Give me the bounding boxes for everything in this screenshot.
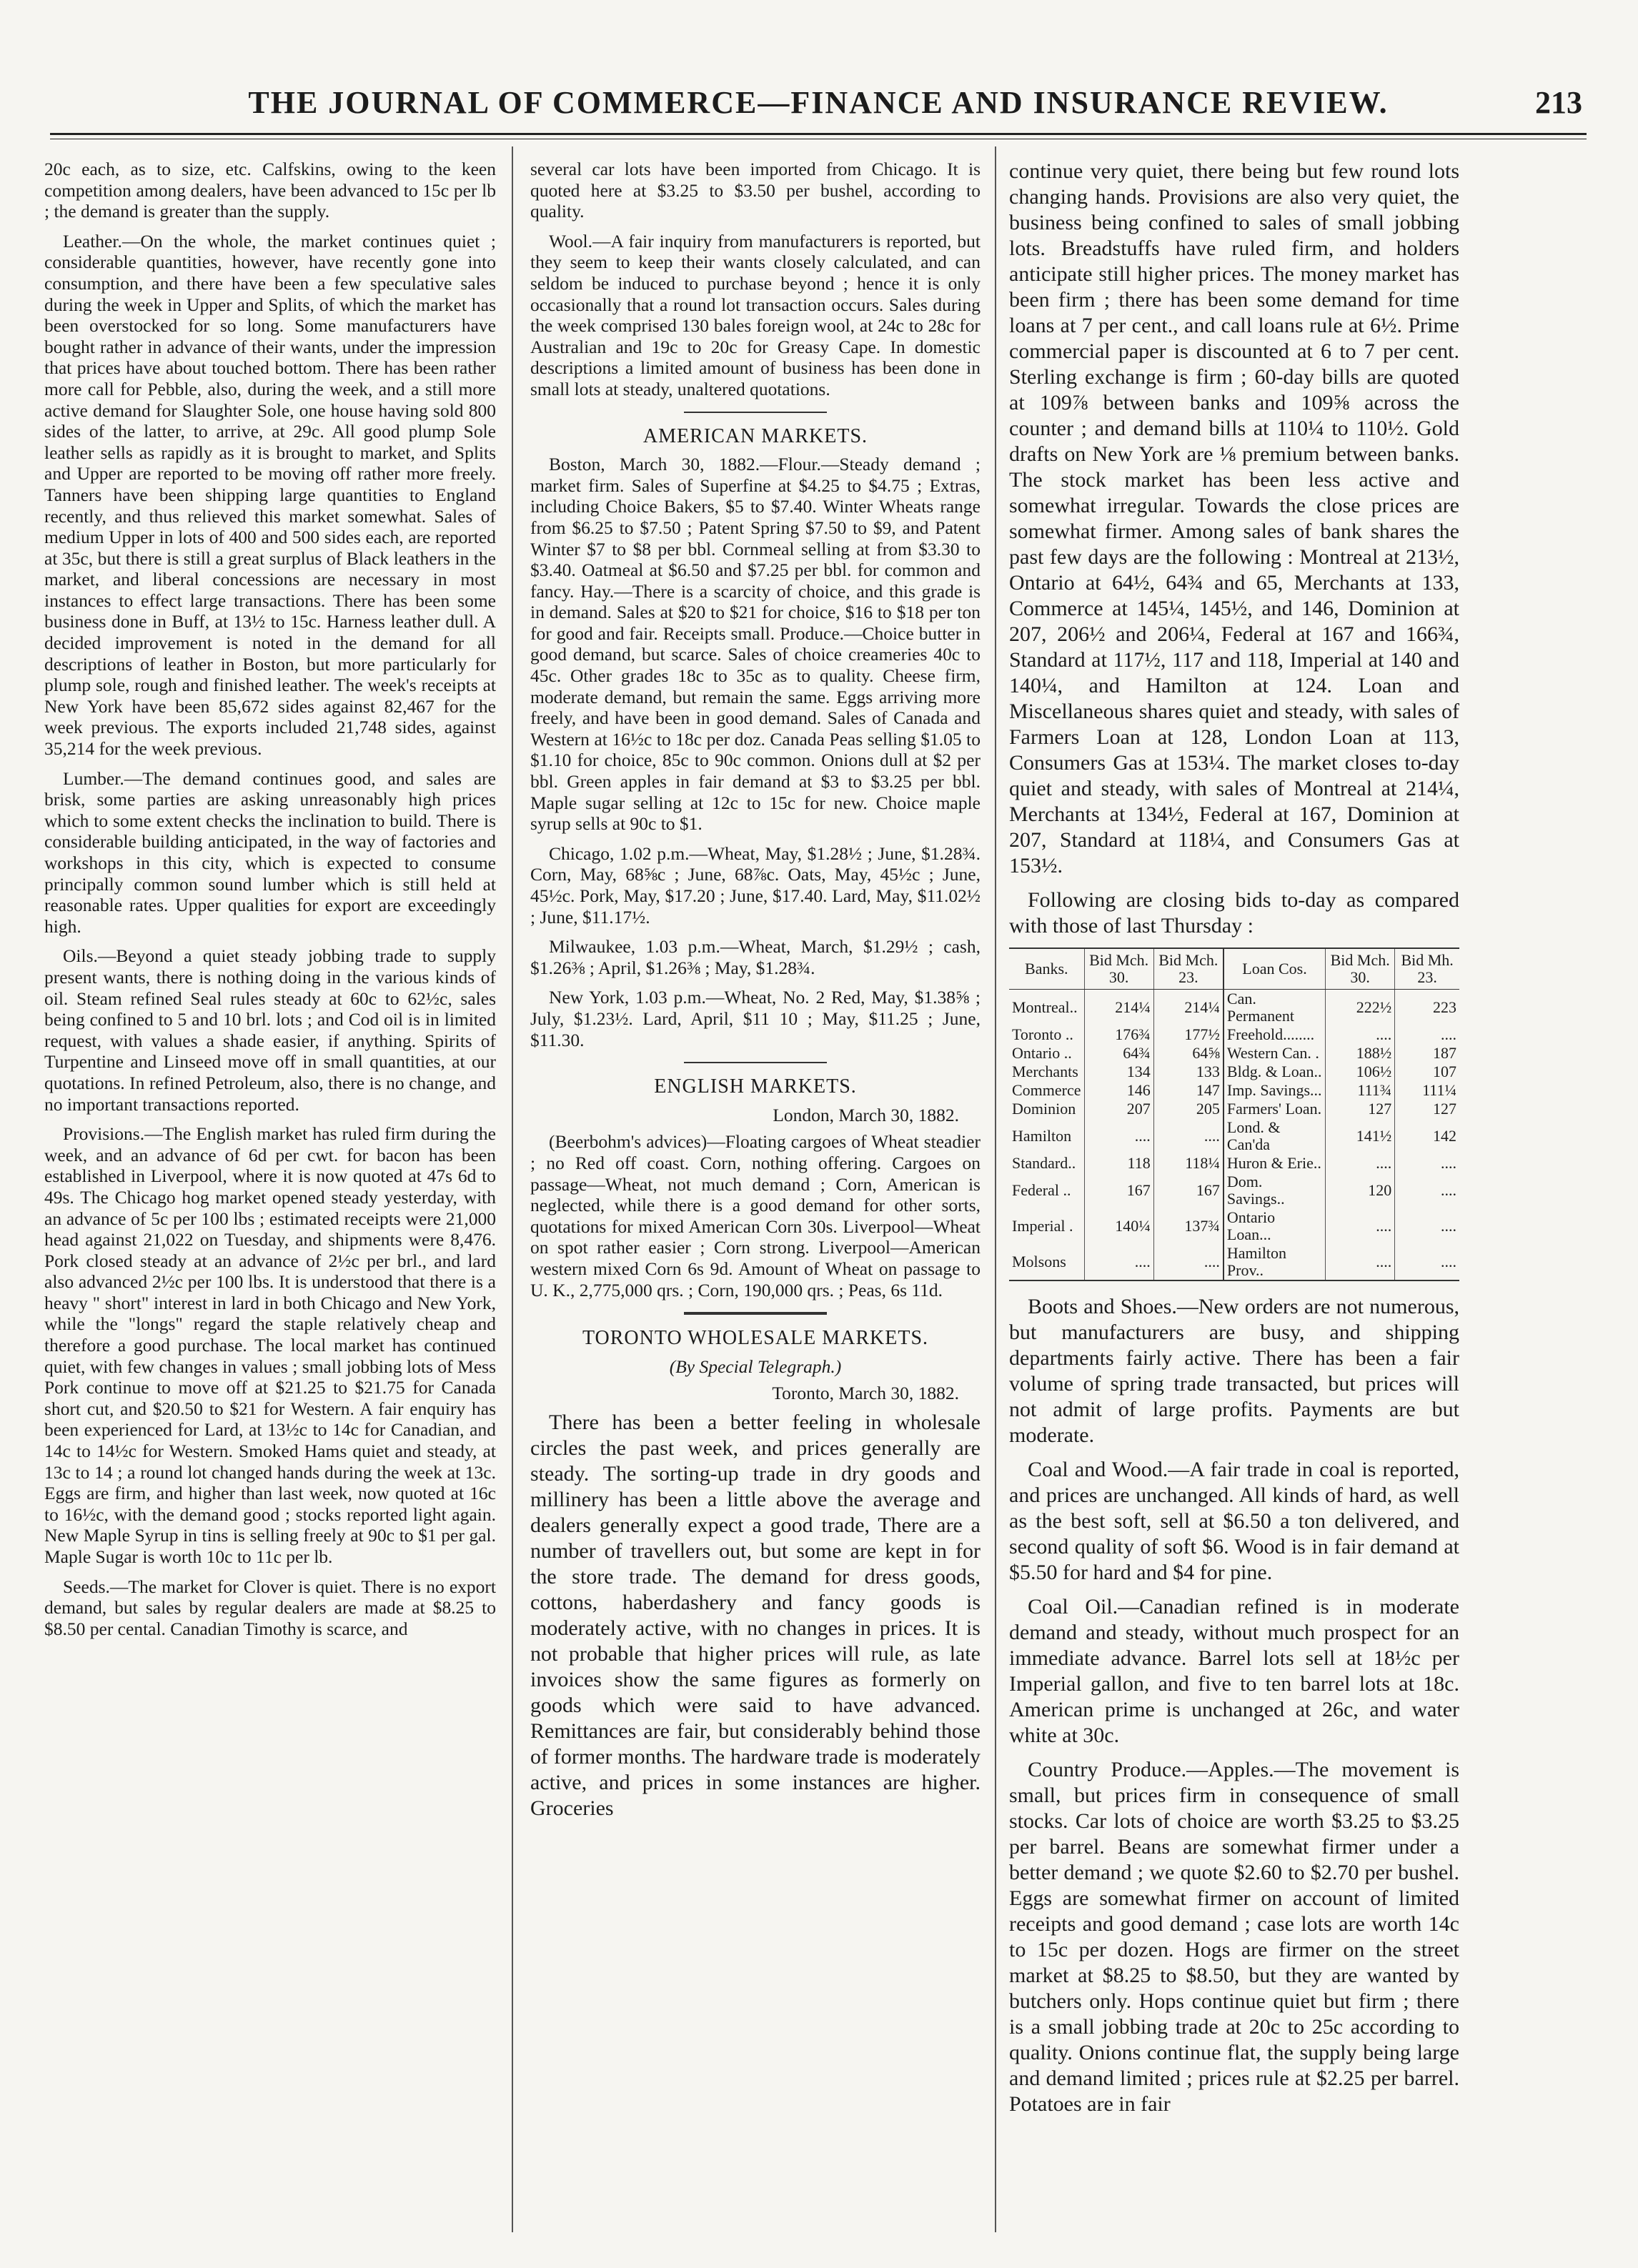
table-row — [1009, 1173, 1459, 1208]
section-rule — [684, 412, 827, 413]
table-cell: 120 — [1326, 1173, 1395, 1208]
table-cell: Ontario Loan... — [1223, 1208, 1326, 1244]
toronto-byline: (By Special Telegraph.) — [669, 1356, 842, 1377]
table-cell: 64¾ — [1084, 1044, 1153, 1063]
toronto-markets-heading: TORONTO WHOLESALE MARKETS. — [582, 1327, 929, 1350]
closing-bids-intro: Following are closing bids to-day as compared with those of last Thursday : — [1009, 888, 1459, 937]
table-body — [1009, 990, 1459, 1281]
section-rule — [684, 1062, 827, 1063]
table-cell: Merchants — [1012, 1063, 1078, 1080]
coal-oil-paragraph: Coal Oil.—Canadian refined is in moderate demand and steady, without much prospect for an immediate advance. Barrel lots sell at 18½c per Imperial gallon, and five to ten barrel lots at 18c. American prime is unchanged at 26c, and water white at 30c. — [1009, 1595, 1459, 1747]
page-number: 213 — [1535, 85, 1582, 120]
seeds-paragraph: Seeds.—The market for Clover is quiet. There is no export demand, but sales by regular dealers are made at $8.25 to $8.50 per cental. Canadian Timothy is scarce, and — [44, 1576, 496, 1639]
header-rule-top — [50, 133, 1587, 135]
table-cell: 177½ — [1153, 1025, 1223, 1044]
table-cell: Molsons — [1012, 1253, 1066, 1270]
toronto-paragraph: There has been a better feeling in wholesale circles the past week, and prices generally are steady. The sorting-up trade in dry goods and millinery has been a little above the average and dealers generally expect a good trade, There are a number of travellers out, but some are kept in for the store trade. The demand for dress goods, cottons, haberdashery and fancy goods is moderately active, with no changes in prices. It is not probable that higher prices will rule, as late invoices show the same figures as formerly on goods which were said to have advanced. Remittances are fair, but considerably behind those of former months. The hardware trade is moderately active, and prices in some instances are higher. Groceries — [530, 1410, 981, 1820]
table-cell: 127 — [1326, 1100, 1395, 1118]
table-cell: 106½ — [1326, 1063, 1395, 1081]
lumber-paragraph: Lumber.—The demand continues good, and sales are brisk, some parties are asking unreasonably high prices which to some extent checks the inclination to build. There is considerable building anticipated, in the way of factories and workshops in this city, which is expected to consume principally common sound lumber which is still held at reasonable rates. Upper qualities for export are exceedingly high. — [44, 767, 496, 937]
table-row — [1009, 1063, 1459, 1081]
provisions-paragraph: Provisions.—The English market has ruled firm during the week, and an advance of 6d per cwt. for bacon has been established in Liverpool, where it is now quoted at 47s 6d to 49s. The Chicago hog market opened steady yesterday, with an advance of 5c per 100 lbs ; estimated receipts were 21,000 head against 21,022 on Tuesday, and shipments were 8,476. Pork closed steady at an advance of 2½c per brl., and lard also advanced 2½c per 100 lbs. It is understood that there is a heavy " short" interest in lard in both Chicago and New York, while the "longs" regard the staple relatively cheap and therefore a good purchase. The local market has continued quiet, with few changes in values ; small jobbing lots of Mess Pork continue to move off at $21.25 to $21.75 for Canada short cut, and $20.50 to $21 for Western. A fair enquiry has been experienced for Lard, at 13½c to 14c for Canadian, and 14c to 14½c for Western. Smoked Hams quiet and steady, at 13c to 14 ; a round lot changed hands during the week at 13c. Eggs are firm, and higher than last week, now quoted at 16c to 16½c, with the demand good ; stocks reported light again. New Maple Syrup in tins is selling freely at 90c to $1 per gal. Maple Sugar is worth 10c to 11c per lb. — [44, 1123, 496, 1567]
american-markets-heading: AMERICAN MARKETS. — [642, 424, 868, 447]
table-row — [1009, 1208, 1459, 1244]
oils-paragraph: Oils.—Beyond a quiet steady jobbing trade to supply present wants, there is nothing doing in the various kinds of oil. Steam refined Seal rules steady at 60c to 62½c, sales being confined to 5 and 10 brl. lots ; and Cod oil is in limited request, with values a shade easier, if anything. Spirits of Turpentine and Linseed move off in small quantities, at our quotations. In refined Petroleum, also, there is no change, and no important transactions reported. — [44, 945, 496, 1115]
table-cell: 214¼ — [1084, 990, 1153, 1026]
table-header: Bid Mh. 23. — [1395, 948, 1459, 990]
table-row — [1009, 1081, 1459, 1100]
table-cell: Dom. Savings.. — [1223, 1173, 1326, 1208]
table-cell: 111¼ — [1395, 1081, 1459, 1100]
table-cell: Can. Permanent — [1223, 990, 1326, 1026]
table-header: Bid Mch. 23. — [1153, 948, 1223, 990]
leather-paragraph: Leather.—On the whole, the market continues quiet ; considerable quantities, however, have recently gone into consumption, and there have been a few speculative sales during the week in Upper and Splits, of which the market has been overstocked for so long. Some manufacturers have bought rather in advance of their wants, under the impression that prices have about touched bottom. There has been rather more call for Pebble, also, during the week, and a still more active demand for Slaughter Sole, one house having sold 800 sides of the latter, to arrive, at 29c. All good plump Sole leather sells as rapidly as it is brought to market, and Splits and Upper are reported to be moving off rather more freely. Tanners have been shipping large quantities to England recently, and thus relieved this market somewhat. Sales of medium Upper in lots of 400 and 500 sides each, are reported at 35c, but there is still a great surplus of Black leathers in the market, and liberal concessions are necessary in most instances to effect large transactions. There has been some business done in Buff, at 13½ to 15c. Harness leather dull. A decided improvement is noted in the demand for all descriptions of leather in Boston, but more particularly for plump sole, rough and finished leather. The week's receipts at New York have been 85,672 sides against 82,467 for the week previous. The exports included 21,748 sides, against 35,214 for the week previous. — [44, 230, 496, 760]
column-divider-1 — [512, 146, 513, 2232]
country-produce-paragraph: Country Produce.—Apples.—The movement is small, but prices firm in consequence of small stocks. Car lots of choice are worth $3.25 to $3.25 per barrel. Beans are somewhat firmer under a better demand ; we quote $2.60 to $2.70 per bushel. Eggs are somewhat firmer on account of limited receipts and good demand ; case lots are worth 14c to 15c per dozen. Hogs are firmer on the street market at $8.25 to $8.50, but they are wanted by butchers only. Hops continue quiet but firm ; there is a small jobbing trade at 20c to 25c according to quality. Onions continue flat, the supply being large and demand limited ; prices rule at $2.25 per barrel. Potatoes are in fair — [1009, 1758, 1459, 2116]
column-1 — [44, 159, 496, 1648]
table-cell: Toronto .. — [1012, 1025, 1073, 1043]
table-cell: 142 — [1395, 1118, 1459, 1154]
table-cell: 205 — [1153, 1100, 1223, 1118]
table-cell: .... — [1153, 1118, 1223, 1154]
toronto-continued-paragraph: continue very quiet, there being but few round lots changing hands. Provisions are also very quiet, the business being confined to sales of small jobbing lots. Breadstuffs have ruled firm, and holders anticipate still higher prices. The money market has been firm ; there has been some demand for time loans at 7 per cent., and call loans rule at 6½. Prime commercial paper is discounted at 6 to 7 per cent. Sterling exchange is firm ; 60-day bills are quoted at 109⅞ between banks and 109⅝ across the counter ; and demand bills at 110¼ to 110½. Gold drafts on New York are ⅛ premium between banks. The stock market has been less active and somewhat irregular. Towards the close prices are somewhat firmer. Among sales of bank shares the past few days are the following : Montreal at 213½, Ontario at 64½, 64¾ and 65, Merchants at 133, Commerce at 145¼, 145½, and 146, Dominion at 207, 206½ and 206¼, Federal at 167 and 166¾, Standard at 117½, 117 and 118, Imperial at 140 and 140¼, and Hamilton at 124. Loan and Miscellaneous shares quiet and steady, with sales of Farmers Loan at 128, London Loan at 113, Consumers Gas at 153¼. The market closes to-day quiet and steady, with sales of Montreal at 214¼, Merchants at 134½, Federal at 167, Dominion at 207, Standard at 118¼, and Consumers Gas at 153½. — [1009, 159, 1459, 877]
english-markets-paragraph: (Beerbohm's advices)—Floating cargoes of Wheat steadier ; no Red off coast. Corn, nothing offering. Cargoes on passage—Wheat, not much demand ; Corn, American is neglected, while there is a good demand for other sorts, quotations for mixed American Corn 30s. Liverpool—Wheat on spot rather easier ; Corn strong. Liverpool—American western mixed Corn 6s 9d. Amount of Wheat on passage to U. K., 2,775,000 qrs. ; Corn, 190,000 qrs. ; Peas, 6s 11d. — [530, 1131, 981, 1300]
table-cell: Federal .. — [1012, 1181, 1071, 1199]
table-header-row — [1009, 948, 1459, 990]
table-cell: .... — [1395, 1244, 1459, 1280]
table-cell: 167 — [1153, 1173, 1223, 1208]
table-cell: .... — [1395, 1025, 1459, 1044]
table-cell: 188½ — [1326, 1044, 1395, 1063]
table-row — [1009, 1025, 1459, 1044]
table-cell: Ontario .. — [1012, 1044, 1072, 1062]
table-row — [1009, 990, 1459, 1026]
table-cell: 111¾ — [1326, 1081, 1395, 1100]
table-cell: Farmers' Loan. — [1223, 1100, 1326, 1118]
table-cell: 118¼ — [1153, 1154, 1223, 1173]
page-header — [50, 84, 1587, 127]
table-cell: 127 — [1395, 1100, 1459, 1118]
table-header: Bid Mch. 30. — [1084, 948, 1153, 990]
table-cell: 146 — [1084, 1081, 1153, 1100]
table-cell: Dominion — [1012, 1100, 1076, 1118]
table-cell: 107 — [1395, 1063, 1459, 1081]
table-cell: 214¼ — [1153, 990, 1223, 1026]
closing-bids-table — [1009, 948, 1459, 1281]
column-divider-2 — [995, 146, 996, 2232]
seeds-continued-paragraph: several car lots have been imported from Chicago. It is quoted here at $3.25 to $3.50 per bushel, according to quality. — [530, 159, 981, 222]
chicago-paragraph: Chicago, 1.02 p.m.—Wheat, May, $1.28½ ; June, $1.28¾. Corn, May, 68⅝c ; June, 68⅞c. Oats, May, 45½c ; June, 45½c. Pork, May, $17.20 ; June, $17.40. Lard, May, $11.02½ ; June, $11.17½. — [530, 842, 981, 927]
table-cell: 176¾ — [1084, 1025, 1153, 1044]
new-york-paragraph: New York, 1.03 p.m.—Wheat, No. 2 Red, May, $1.38⅝ ; July, $1.23½. Lard, April, $11 10 ; May, $11.25 ; June, $11.30. — [530, 987, 981, 1050]
table-cell: 133 — [1153, 1063, 1223, 1081]
table-cell: .... — [1326, 1025, 1395, 1044]
toronto-dateline: Toronto, March 30, 1882. — [772, 1383, 959, 1404]
journal-title: THE JOURNAL OF COMMERCE—FINANCE AND INSURANCE REVIEW. — [248, 85, 1389, 120]
table-header: Banks. — [1009, 948, 1084, 990]
table-cell: 140¼ — [1084, 1208, 1153, 1244]
column-3 — [1009, 159, 1459, 2126]
table-cell: .... — [1395, 1208, 1459, 1244]
section-rule — [684, 1312, 827, 1315]
english-markets-heading: ENGLISH MARKETS. — [654, 1075, 857, 1098]
table-row — [1009, 1154, 1459, 1173]
table-cell: 207 — [1084, 1100, 1153, 1118]
table-cell: Hamilton — [1012, 1127, 1072, 1145]
table-cell: 64⅝ — [1153, 1044, 1223, 1063]
table-cell: Huron & Erie.. — [1223, 1154, 1326, 1173]
table-cell: .... — [1153, 1244, 1223, 1280]
boston-paragraph: Boston, March 30, 1882.—Flour.—Steady demand ; market firm. Sales of Superfine at $4.25 to $4.75 ; Extras, including Choice Bakers, $5 to $7.40. Winter Wheats range from $6.25 to $7.50 ; Patent Spring $7.50 to $9, and Patent Winter $7 to $8 per bbl. Cornmeal selling at from $3.30 to $3.40. Oatmeal at $6.50 and $7.25 per bbl. for common and fancy. Hay.—There is a scarcity of choice, and this grade is in demand. Sales at $20 to $21 for choice, $16 to $18 per ton for good and fair. Receipts small. Produce.—Choice butter in good demand, but scarce. Sales of choice creameries 40c to 45c. Other grades 18c to 35c as to quality. Cheese firm, moderate demand, but remain the same. Eggs arriving more freely, and have been in good demand. Sales of Canada and Western at 16½c to 18c per doz. Canada Peas selling $1.05 to $1.10 for choice, 85c to 90c common. Onions dull at $2 per bbl. Green apples in fair demand at $3 to $3.25 per bbl. Maple sugar selling at 12c to 15c for new. Choice maple syrup sells at 90c to $1. — [530, 454, 981, 835]
milwaukee-paragraph: Milwaukee, 1.03 p.m.—Wheat, March, $1.29½ ; cash, $1.26⅜ ; April, $1.26⅜ ; May, $1.28¾. — [530, 936, 981, 978]
table-cell: Standard.. — [1012, 1154, 1076, 1172]
table-header: Loan Cos. — [1223, 948, 1326, 990]
table-cell: Freehold........ — [1223, 1025, 1326, 1044]
table-cell: Imperial . — [1012, 1217, 1073, 1235]
table-cell: 222½ — [1326, 990, 1395, 1026]
table-cell: Hamilton Prov.. — [1223, 1244, 1326, 1280]
table-cell: .... — [1395, 1173, 1459, 1208]
column-2 — [530, 159, 981, 1830]
table-row — [1009, 1044, 1459, 1063]
table-header: Bid Mch. 30. — [1326, 948, 1395, 990]
table-row — [1009, 1244, 1459, 1280]
table-cell: 187 — [1395, 1044, 1459, 1063]
table-cell: Commerce — [1012, 1081, 1081, 1099]
wool-paragraph: Wool.—A fair inquiry from manufacturers is reported, but they seem to keep their wants closely calculated, and can seldom be induced to purchase beyond ; hence it is only occasionally that a round lot transaction occurs. Sales during the week comprised 130 bales foreign wool, at 24c to 28c for Australian and 19c to 20c for Greasy Cape. In domestic descriptions a limited amount of business has been done in small lots at steady, unaltered quotations. — [530, 230, 981, 399]
table-cell: Imp. Savings... — [1223, 1081, 1326, 1100]
table-cell: Montreal.. — [1012, 998, 1078, 1016]
table-cell: .... — [1326, 1208, 1395, 1244]
table-cell: .... — [1326, 1244, 1395, 1280]
table-cell: 223 — [1395, 990, 1459, 1026]
table-cell: 141½ — [1326, 1118, 1395, 1154]
boots-and-shoes-paragraph: Boots and Shoes.—New orders are not numerous, but manufacturers are busy, and shipping departments fairly active. There has been a fair volume of spring trade transacted, but prices will not admit of large profits. Payments are but moderate. — [1009, 1295, 1459, 1447]
table-cell: 147 — [1153, 1081, 1223, 1100]
table-cell: .... — [1084, 1244, 1153, 1280]
table-cell: 118 — [1084, 1154, 1153, 1173]
table-cell: 137¾ — [1153, 1208, 1223, 1244]
table-row — [1009, 1100, 1459, 1118]
table-cell: Western Can. . — [1223, 1044, 1326, 1063]
table-cell: .... — [1326, 1154, 1395, 1173]
table-cell: .... — [1395, 1154, 1459, 1173]
table-cell: 167 — [1084, 1173, 1153, 1208]
table-cell: 134 — [1084, 1063, 1153, 1081]
table-cell: Lond. & Can'da — [1223, 1118, 1326, 1154]
calfskins-paragraph: 20c each, as to size, etc. Calfskins, owing to the keen competition among dealers, have been advanced to 15c per lb ; the demand is greater than the supply. — [44, 159, 496, 222]
coal-and-wood-paragraph: Coal and Wood.—A fair trade in coal is reported, and prices are unchanged. All kinds of hard, as well as the best soft, sell at $6.50 a ton delivered, and second quality of soft $6. Wood is in fair demand at $5.50 for hard and $4 for pine. — [1009, 1458, 1459, 1584]
table-row — [1009, 1118, 1459, 1154]
table-cell: Bldg. & Loan.. — [1223, 1063, 1326, 1081]
table-cell: .... — [1084, 1118, 1153, 1154]
london-dateline: London, March 30, 1882. — [773, 1104, 959, 1125]
